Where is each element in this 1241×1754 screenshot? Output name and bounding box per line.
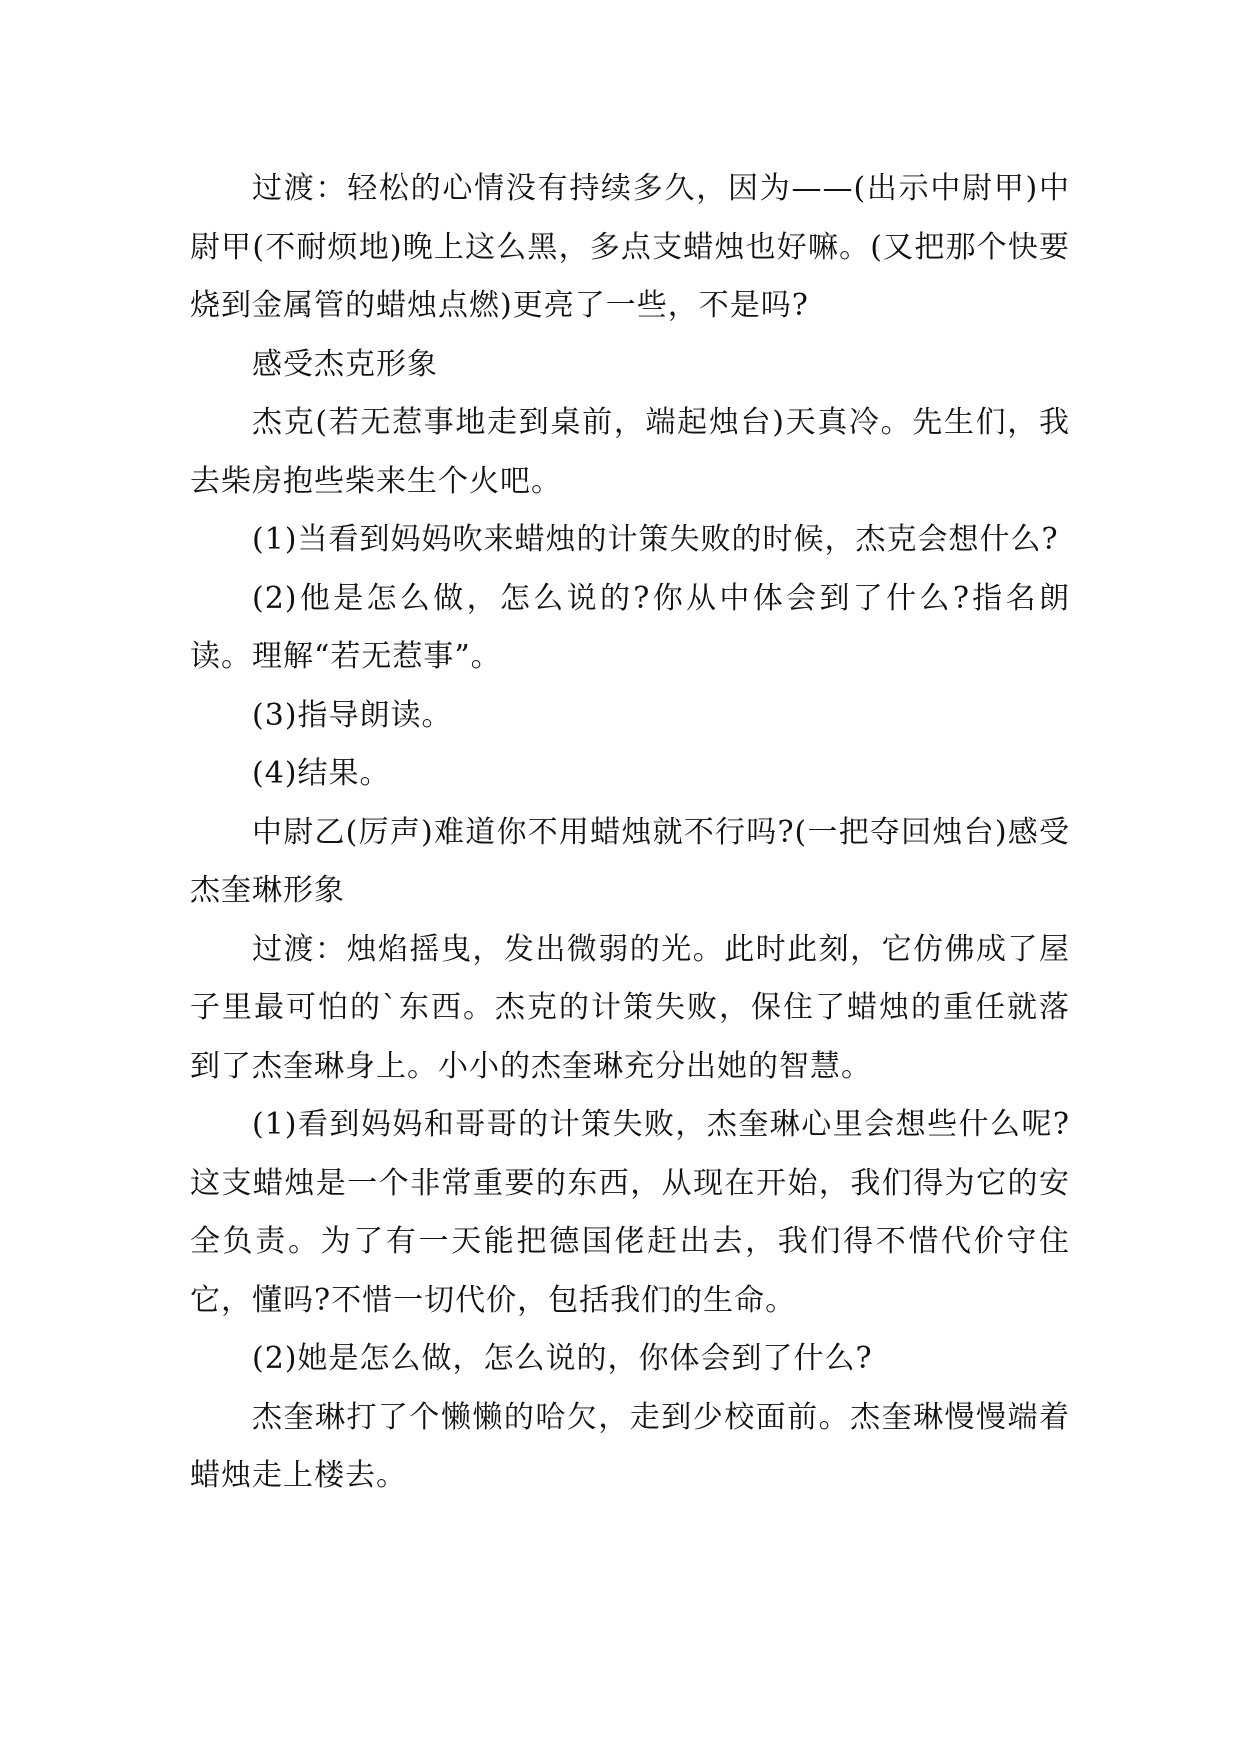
paragraph-transition-jacqueline: 过渡：烛焰摇曳，发出微弱的光。此时此刻，它仿佛成了屋子里最可怕的`东西。杰克的计策失败，保住了蜡烛的重任就落到了杰奎琳身上。小小的杰奎琳充分出她的智慧。 (190, 931, 1070, 1084)
paragraph-step-3: (3)指导朗读。 (252, 697, 453, 733)
paragraph-heading-jack: 感受杰克形象 (252, 346, 438, 382)
paragraph-question-1: (1)当看到妈妈吹来蜡烛的计策失败的时候，杰克会想什么? (252, 522, 1059, 557)
paragraph-question-2: (2)他是怎么做，怎么说的?你从中体会到了什么?指名朗读。理解“若无惹事”。 (190, 580, 1070, 674)
paragraph-step-4: (4)结果。 (252, 756, 391, 791)
paragraph-jacqueline-question-2: (2)她是怎么做，怎么说的，你体会到了什么? (252, 1341, 873, 1376)
paragraph-jacqueline-question-1: (1)看到妈妈和哥哥的计策失败，杰奎琳心里会想些什么呢?这支蜡烛是一个非常重要的东西，从现在开始，我们得为它的安全负责。为了有一天能把德国佬赶出去，我们得不惜代价守住它，懂吗?不惜一切代价，包括我们的生命。 (190, 1107, 1070, 1318)
paragraph-transition-intro: 过渡：轻松的心情没有持续多久，因为——(出示中尉甲)中尉甲(不耐烦地)晚上这么黑，多点支蜡烛也好嘛。(又把那个快要烧到金属管的蜡烛点燃)更亮了一些，不是吗? (190, 171, 1070, 323)
paragraph-lieutenant-b: 中尉乙(厉声)难道你不用蜡烛就不行吗?(一把夺回烛台)感受杰奎琳形象 (190, 814, 1070, 908)
paragraph-jacqueline-action: 杰奎琳打了个懒懒的哈欠，走到少校面前。杰奎琳慢慢端着蜡烛走上楼去。 (190, 1399, 1070, 1493)
document-body (190, 160, 1070, 1506)
paragraph-jack-action: 杰克(若无惹事地走到桌前，端起烛台)天真冷。先生们，我去柴房抱些柴来生个火吧。 (190, 405, 1070, 499)
